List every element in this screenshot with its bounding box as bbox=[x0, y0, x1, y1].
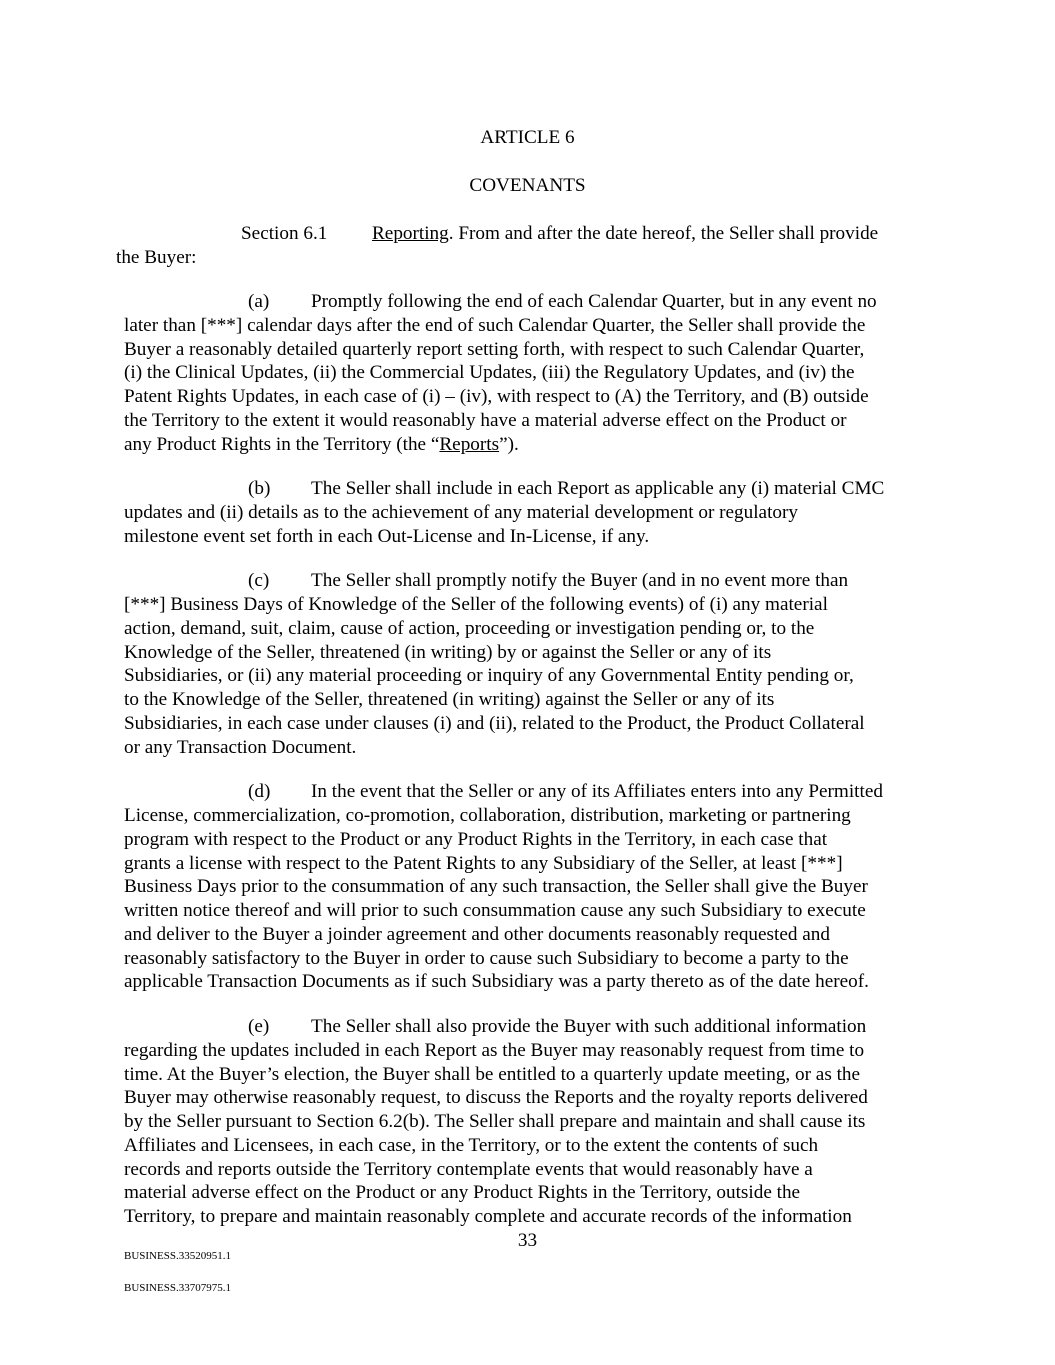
paragraph-label: (a) bbox=[248, 291, 270, 312]
paragraph-line: time. At the Buyer’s election, the Buyer shall be entitled to a quarterly update meeting, or as the bbox=[124, 1064, 861, 1085]
paragraph-line: License, commercialization, co-promotion, collaboration, distribution, marketing or partnering bbox=[124, 805, 851, 826]
paragraph-line: or any Transaction Document. bbox=[124, 737, 357, 758]
document-id: BUSINESS.33520951.1 bbox=[124, 1250, 231, 1262]
paragraph-line: Buyer may otherwise reasonably request, to discuss the Reports and the royalty reports delivered bbox=[124, 1087, 868, 1108]
page-number: 33 bbox=[517, 1230, 538, 1251]
paragraph-line: Subsidiaries, in each case under clauses (i) and (ii), related to the Product, the Product Collateral bbox=[124, 713, 865, 734]
paragraph-line: records and reports outside the Territory contemplate events that would reasonably have a bbox=[124, 1159, 813, 1180]
paragraph-label: (c) bbox=[248, 570, 270, 591]
paragraph-first-line: Promptly following the end of each Calendar Quarter, but in any event no bbox=[311, 291, 877, 312]
paragraph-line: (i) the Clinical Updates, (ii) the Commercial Updates, (iii) the Regulatory Updates, and (iv) the bbox=[124, 362, 855, 383]
text: any Product Rights in the Territory (the “ bbox=[124, 434, 440, 455]
paragraph-line: reasonably satisfactory to the Buyer in order to cause such Subsidiary to become a party to the bbox=[124, 948, 849, 969]
paragraph-line: Territory, to prepare and maintain reasonably complete and accurate records of the information bbox=[124, 1206, 852, 1227]
paragraph-first-line: The Seller shall promptly notify the Buyer (and in no event more than bbox=[311, 570, 849, 591]
paragraph-line: regarding the updates included in each Report as the Buyer may reasonably request from time to bbox=[124, 1040, 865, 1061]
text: ”). bbox=[499, 434, 519, 455]
paragraph-line: Patent Rights Updates, in each case of (i) – (iv), with respect to (A) the Territory, and (B) outside bbox=[124, 386, 869, 407]
article-title: COVENANTS bbox=[469, 175, 586, 196]
paragraph-line: [***] Business Days of Knowledge of the Seller of the following events) of (i) any material bbox=[124, 594, 828, 615]
paragraph-line: action, demand, suit, claim, cause of action, proceeding or investigation pending or, to the bbox=[124, 618, 815, 639]
paragraph-line: the Territory to the extent it would reasonably have a material adverse effect on the Product or bbox=[124, 410, 847, 431]
paragraph-first-line: The Seller shall also provide the Buyer with such additional information bbox=[311, 1016, 867, 1037]
paragraph-line: material adverse effect on the Product or any Product Rights in the Territory, outside the bbox=[124, 1182, 801, 1203]
paragraph-line: milestone event set forth in each Out-License and In-License, if any. bbox=[124, 526, 650, 547]
article-number: ARTICLE 6 bbox=[480, 127, 575, 148]
paragraph-line: Subsidiaries, or (ii) any material proceeding or inquiry of any Governmental Entity pending or, bbox=[124, 665, 854, 686]
section-number: Section 6.1 bbox=[241, 223, 328, 244]
paragraph-line: Business Days prior to the consummation of any such transaction, the Seller shall give the Buyer bbox=[124, 876, 868, 897]
paragraph-label: (b) bbox=[248, 478, 271, 499]
paragraph-line: written notice thereof and will prior to such consummation cause any such Subsidiary to execute bbox=[124, 900, 866, 921]
paragraph-line: Knowledge of the Seller, threatened (in writing) by or against the Seller or any of its bbox=[124, 642, 772, 663]
paragraph-line: Affiliates and Licensees, in each case, in the Territory, or to the extent the contents of such bbox=[124, 1135, 819, 1156]
paragraph-label: (e) bbox=[248, 1016, 270, 1037]
section-intro: . From and after the date hereof, the Seller shall provide bbox=[448, 223, 879, 244]
document-id: BUSINESS.33707975.1 bbox=[124, 1282, 231, 1294]
paragraph-line: and deliver to the Buyer a joinder agreement and other documents reasonably requested and bbox=[124, 924, 830, 945]
paragraph-line: later than [***] calendar days after the end of such Calendar Quarter, the Seller shall provide the bbox=[124, 315, 866, 336]
paragraph-line: to the Knowledge of the Seller, threatened (in writing) against the Seller or any of its bbox=[124, 689, 775, 710]
paragraph-line: Buyer a reasonably detailed quarterly report setting forth, with respect to such Calendar Quarter, bbox=[124, 339, 865, 360]
section-intro-continued: the Buyer: bbox=[116, 247, 197, 268]
paragraph-label: (d) bbox=[248, 781, 271, 802]
paragraph-last-line bbox=[124, 433, 519, 457]
paragraph-first-line: The Seller shall include in each Report as applicable any (i) material CMC bbox=[311, 478, 885, 499]
paragraph-line: updates and (ii) details as to the achievement of any material development or regulatory bbox=[124, 502, 798, 523]
paragraph-first-line: In the event that the Seller or any of its Affiliates enters into any Permitted bbox=[311, 781, 883, 802]
section-heading: Reporting bbox=[372, 223, 449, 244]
section-heading-line bbox=[372, 222, 878, 246]
paragraph-line: applicable Transaction Documents as if such Subsidiary was a party thereto as of the date hereof. bbox=[124, 971, 869, 992]
paragraph-line: grants a license with respect to the Patent Rights to any Subsidiary of the Seller, at least [***] bbox=[124, 853, 843, 874]
paragraph-line: program with respect to the Product or any Product Rights in the Territory, in each case that bbox=[124, 829, 828, 850]
paragraph-line: by the Seller pursuant to Section 6.2(b). The Seller shall prepare and maintain and shall cause its bbox=[124, 1111, 866, 1132]
defined-term-reports: Reports bbox=[439, 434, 500, 455]
